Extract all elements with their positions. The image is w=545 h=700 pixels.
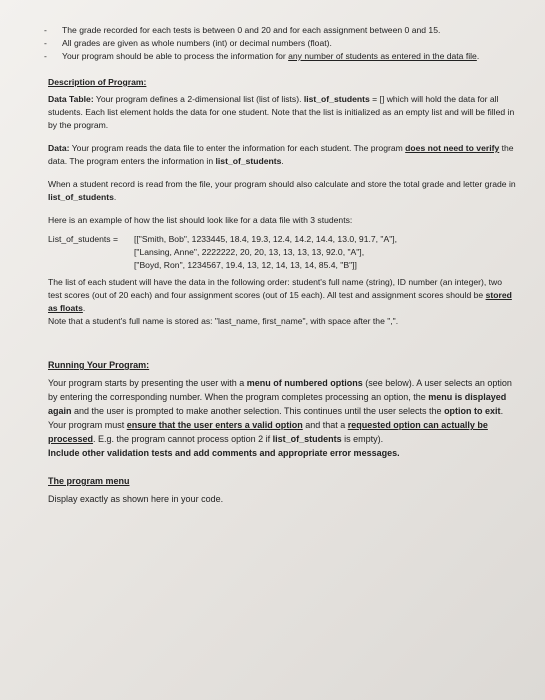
student-record-paragraph: When a student record is read from the file, your program should also calculate and store the total grade and letter grade in list_of_students.: [48, 179, 516, 202]
menu-description-paragraph: Your program starts by presenting the user with a menu of numbered options (see below). A user selects an option by entering the corresponding number. When the program completes processing an option, the menu is displayed again and the user is prompted to make another selection. This continues until the user selects the option to exit.: [48, 378, 512, 416]
menu-heading: The program menu: [48, 476, 130, 486]
bullet-grade-range: - The grade recorded for each tests is between 0 and 20 and for each assignment between 0 and 15.: [62, 24, 518, 37]
bullet-grade-types: - All grades are given as whole numbers (int) or decimal numbers (float).: [62, 37, 518, 50]
example-label: List_of_students =: [48, 234, 118, 244]
list-order-paragraph: The list of each student will have the data in the following order: student's full name (string), ID number (an integer), two test scores (out of 20 each) and four assignment scores (out of 15 each). All test and assignment scores should be stored as floats.: [48, 277, 512, 313]
example-row: [["Smith, Bob", 1233445, 18.4, 19.3, 12.4, 14.2, 14.4, 13.0, 91.7, "A"],: [134, 234, 398, 244]
menu-instruction: Display exactly as shown here in your code.: [48, 494, 224, 504]
data-paragraph: Data: Your program reads the data file to enter the information for each student. The program does not need to verify the data. The program enters the information in list_of_students.: [48, 143, 514, 166]
validation-paragraph: Your program must ensure that the user enters a valid option and that a requested option can actually be processed. E.g. the program cannot process option 2 if list_of_students is empty).: [48, 420, 488, 444]
description-heading: Description of Program:: [48, 77, 147, 87]
example-row: ["Lansing, Anne", 2222222, 20, 20, 13, 13, 13, 13, 92.0, "A"],: [134, 247, 365, 257]
requirements-list: [48, 24, 518, 63]
document-content: [48, 24, 518, 516]
example-row: ["Boyd, Ron", 1234567, 19.4, 13, 12, 14, 13, 14, 85.4, "B"]]: [134, 260, 357, 270]
validation-note: Include other validation tests and add comments and appropriate error messages.: [48, 448, 400, 458]
example-list: [48, 233, 518, 272]
running-heading: Running Your Program:: [48, 360, 150, 370]
example-intro: Here is an example of how the list should look like for a data file with 3 students:: [48, 215, 353, 225]
name-format-note: Note that a student's full name is stored as: "last_name, first_name", with space after the ",".: [48, 316, 399, 326]
data-table-paragraph: Data Table: Your program defines a 2-dimensional list (list of lists). list_of_students = [] which will hold the data for all students. Each list element holds the data for one student. Note that the list is initialized as an empty list and will be filled in by the program.: [48, 94, 515, 130]
bullet-any-number: - Your program should be able to process the information for any number of students as entered in the data file.: [62, 50, 518, 63]
example-rows: [134, 233, 518, 272]
lower-section: [48, 358, 518, 506]
